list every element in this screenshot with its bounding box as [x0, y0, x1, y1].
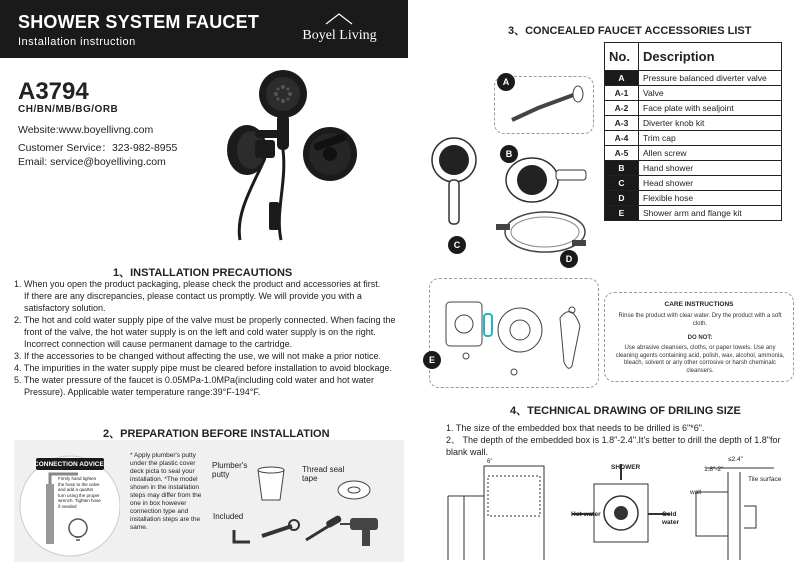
- wall-label: wall: [690, 489, 702, 496]
- list-item: Pressure). Applicable water temperature range:39°F-194°F.: [14, 387, 261, 397]
- callout-e: E: [423, 351, 441, 369]
- table-row: [605, 191, 782, 206]
- finish-variants: CH/BN/MB/BG/ORB: [18, 104, 119, 115]
- section3-heading: 3、CONCEALED FAUCET ACCESSORIES LIST: [508, 25, 752, 37]
- connection-advice-text: Firmly hand tighten the hose to the valve and add a quarter turn using the proper wrench. Tighten hose if needed: [58, 476, 101, 509]
- list-item: If there are any discrepancies, please contact us promptly. We will provide you with a: [14, 291, 362, 301]
- website-text: Website:www.boyellivng.com: [18, 124, 154, 136]
- model-number: A3794: [18, 78, 89, 105]
- section1-heading: 1、INSTALLATION PRECAUTIONS: [113, 267, 293, 279]
- tape-label: Thread seal tape: [302, 465, 345, 483]
- list-item: front of the valve, the hot water supply is on the left and cold water supply is on the right.: [14, 327, 376, 337]
- callout-d: D: [560, 250, 578, 268]
- list-item: 4. The impurities in the water supply pipe must be cleared before installation to avoid blockage.: [14, 363, 393, 373]
- row-number: A-5: [605, 146, 639, 161]
- row-number: C: [605, 176, 639, 191]
- row-description: Allen screw: [639, 146, 782, 161]
- included-label: Included: [213, 512, 244, 521]
- row-number: A-4: [605, 131, 639, 146]
- product-image: [195, 62, 370, 242]
- table-row: [605, 101, 782, 116]
- prep-notes: * Apply plumber's putty under the plastic cover deck picta to seal your installation. *The model shown in the installation steps may differ from the one in box however connection type and installation steps are the same.: [130, 452, 202, 531]
- cold-water-label: Cold water: [662, 511, 679, 526]
- row-description: Hand shower: [639, 161, 782, 176]
- list-item: 5. The water pressure of the faucet is 0.05MPa-1.0MPa(including cold water and hot water: [14, 375, 375, 385]
- head-shower-image: [430, 126, 490, 236]
- care-instructions-box: [604, 292, 794, 382]
- drilling-line-2: 2、 The depth of the embedded box is 1.8"-2.4".It's better to drill the depth of 1.8"for: [446, 435, 781, 445]
- dim-max-depth: ≤2.4": [728, 456, 743, 463]
- list-item: 2. The hot and cold water supply pipe of the valve must be properly connected. When facing the: [14, 315, 396, 325]
- dim-6in: 6": [487, 459, 493, 465]
- service-text: Customer Service：323-982-8955: [18, 142, 178, 154]
- row-description: Flexible hose: [639, 191, 782, 206]
- section4-heading: 4、TECHNICAL DRAWING OF DRILING SIZE: [510, 405, 741, 417]
- row-description: Shower arm and flange kit: [639, 206, 782, 221]
- tools-illustration: [222, 460, 402, 560]
- accessories-table: [604, 42, 782, 221]
- row-description: Valve: [639, 86, 782, 101]
- table-row: [605, 176, 782, 191]
- care-do-not-body: Use abrasive cleansers, cloths, or paper towels. Use any cleaning agents containing acid, polish, wax, alcohol, ammonia, bleach, solvent or any other corrosive or harsh cheminalc cleansers.: [615, 345, 785, 374]
- callout-c: C: [448, 236, 466, 254]
- hot-water-label: Hot water: [571, 511, 601, 518]
- care-body: Rinse the product with clear water. Dry the product with a soft cloth.: [618, 313, 782, 327]
- table-row: [605, 116, 782, 131]
- row-number: E: [605, 206, 639, 221]
- table-row: [605, 131, 782, 146]
- list-item: Incorrect connection will cause permanent damage to the cartridge.: [14, 339, 293, 349]
- row-description: Diverter knob kit: [639, 116, 782, 131]
- row-number: A-1: [605, 86, 639, 101]
- row-number: B: [605, 161, 639, 176]
- list-item: 3. If the accessories to be changed without affecting the use, we will not make a prior notice.: [14, 351, 382, 361]
- brand-name: Boyel Living: [302, 28, 377, 43]
- row-number: A-2: [605, 101, 639, 116]
- row-number: A-3: [605, 116, 639, 131]
- table-row: [605, 86, 782, 101]
- precautions-list: [14, 278, 399, 398]
- row-description: Head shower: [639, 176, 782, 191]
- email-text: Email: service@boyelliving.com: [18, 156, 166, 168]
- technical-drawing: [444, 456, 798, 564]
- table-row: [605, 206, 782, 221]
- page-title: SHOWER SYSTEM FAUCET: [18, 12, 260, 32]
- row-description: Pressure balanced diverter valve: [639, 71, 782, 86]
- page-subtitle: Installation instruction: [18, 36, 136, 48]
- col-no-header: No.: [605, 43, 639, 71]
- row-number: D: [605, 191, 639, 206]
- row-number: A: [605, 71, 639, 86]
- table-row: [605, 161, 782, 176]
- table-row: [605, 71, 782, 86]
- section2-heading: 2、PREPARATION BEFORE INSTALLATION: [103, 428, 330, 440]
- care-do-not-label: DO NOT:: [687, 335, 713, 341]
- drilling-text: [446, 422, 796, 458]
- row-description: Face plate with sealjoint: [639, 101, 782, 116]
- drilling-line-1: 1. The size of the embedded box that needs to be drilled is 6"*6".: [446, 423, 705, 433]
- shower-label: SHOWER: [611, 464, 641, 471]
- valve-exploded-image: [432, 282, 598, 386]
- drilling-line-3: blank wall.: [446, 447, 489, 457]
- tile-surface-label: Tile surface: [748, 476, 782, 483]
- care-title: CARE INSTRUCTIONS: [664, 301, 734, 308]
- table-header-row: [605, 43, 782, 71]
- row-description: Trim cap: [639, 131, 782, 146]
- table-row: [605, 146, 782, 161]
- list-item: satisfactory solution.: [14, 303, 106, 313]
- brand-logo: [282, 12, 397, 50]
- list-item: 1. When you open the product packaging, please check the product and accessories at first.: [14, 279, 381, 289]
- col-desc-header: Description: [639, 43, 782, 71]
- callout-a: A: [497, 73, 515, 91]
- dim-depth: 1.8"-2": [704, 466, 724, 473]
- connection-advice-label: CONNECTION ADVICE: [34, 461, 104, 468]
- putty-label: Plumber's putty: [212, 461, 248, 479]
- callout-b: B: [500, 145, 518, 163]
